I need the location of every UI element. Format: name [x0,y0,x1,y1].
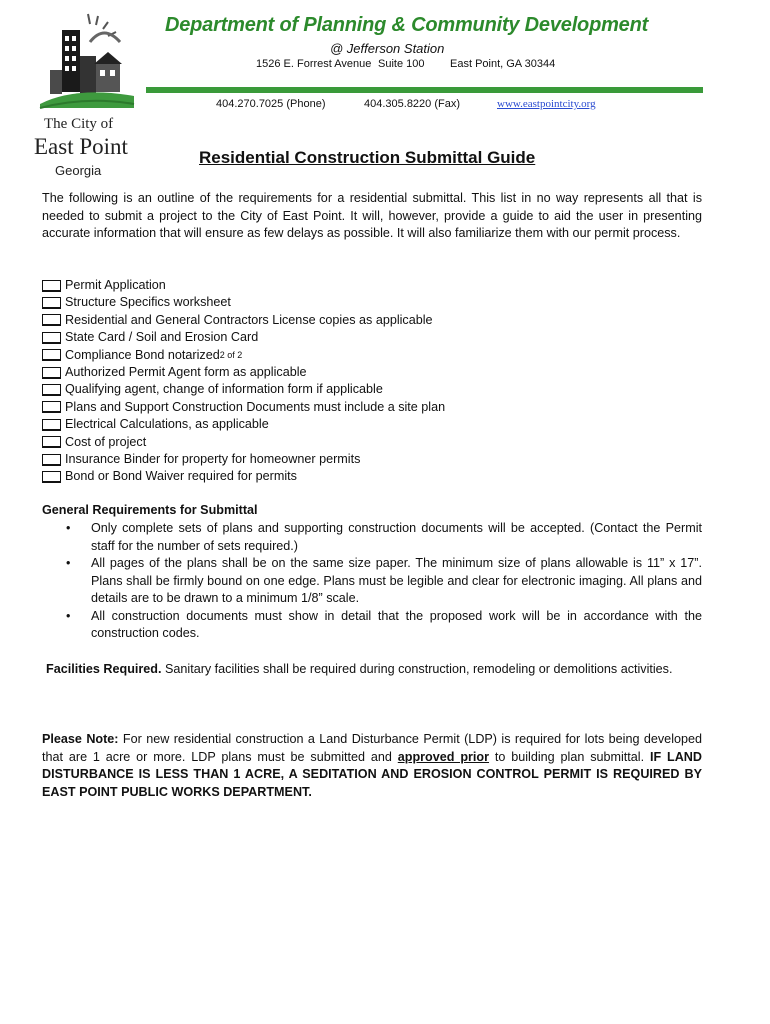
department-location: @ Jefferson Station [330,41,445,56]
address-city: East Point, GA 30344 [450,58,556,70]
checklist-item-label: Authorized Permit Agent form as applicable [65,364,307,379]
address-street: 1526 E. Forrest Avenue [256,58,372,70]
checklist-item [42,364,445,381]
checklist-item-label: Electrical Calculations, as applicable [65,417,269,432]
city-logo [36,12,136,112]
note-label: Please Note: [42,732,119,746]
city-state: Georgia [55,163,102,178]
checklist-item [42,381,445,398]
checkbox[interactable] [42,401,61,413]
note-text: For new residential construction a Land Disturbance Permit (LDP) is required for lots being developed that are 1 acre or more. LDP plans must be submitted and [42,732,703,764]
checkbox[interactable] [42,280,61,292]
list-item-text: All construction documents must show in detail that the proposed work will be in accordance with the construction codes. [91,608,702,640]
website-link[interactable]: www.eastpointcity.org [497,98,596,110]
general-requirements-heading: General Requirements for Submittal [42,503,258,517]
checklist-item-label: Insurance Binder for property for homeowner permits [65,451,361,466]
bullet-icon: • [66,521,71,535]
checklist-item-label: Structure Specifics worksheet [65,295,231,310]
list-item [42,520,702,555]
checkbox[interactable] [42,419,61,431]
checkbox[interactable] [42,436,61,448]
intro-paragraph: The following is an outline of the requirements for a residential submittal. This list in no way represents all that is needed to submit a project to the City of East Point. It will, however, provide a guide to aid the user in presenting accurate information that will ensure as few delays as possible. It will also familiarize them with our permit process. [42,191,702,240]
checklist-item [42,468,445,485]
note-warning: IF LAND DISTURBANCE IS LESS THAN 1 ACRE, A SEDITATION AND EROSION CONTROL PERMIT IS REQUIRED BY EAST POINT PUBLIC WORKS DEPARTMENT. [42,749,703,799]
checklist-item-label: Bond or Bond Waiver required for permits [65,469,297,484]
note-emphasis: approved prior [397,749,490,764]
checklist-item-label: Residential and General Contractors License copies as applicable [65,312,433,327]
checkbox[interactable] [42,332,61,344]
list-item [42,555,702,608]
header-divider [146,87,703,93]
checklist-item-label: State Card / Soil and Erosion Card [65,330,259,345]
bullet-icon: • [66,608,71,623]
checkbox[interactable] [42,349,61,361]
list-item-text: Only complete sets of plans and supporting construction documents will be accepted. (Contact the Permit staff for the number of sets required.) [91,521,702,553]
bullet-icon: • [66,556,71,570]
checklist-item-label: Plans and Support Construction Documents must include a site plan [65,399,446,414]
checkbox[interactable] [42,314,61,326]
checklist-item [42,329,445,346]
checkbox[interactable] [42,384,61,396]
checkbox[interactable] [42,471,61,483]
checklist-item [42,294,445,311]
general-requirements-list [42,520,702,643]
fax-number: 404.305.8220 (Fax) [364,98,461,110]
please-note-paragraph [42,731,702,801]
city-name: East Point [34,134,128,159]
checklist-item [42,312,445,329]
checkbox[interactable] [42,367,61,379]
checklist-item-label: Qualifying agent, change of information form if applicable [65,382,383,397]
checklist-item-label: Cost of project [65,434,147,449]
list-item [42,608,702,643]
requirements-checklist [42,277,445,486]
page-indicator: 2 of 2 [219,349,243,360]
phone-number: 404.270.7025 (Phone) [216,98,326,110]
checkbox[interactable] [42,454,61,466]
city-skyline-sun-icon [36,12,136,112]
facilities-label: Facilities Required. [46,662,162,676]
city-name-prefix: The City of [44,116,114,132]
checklist-item-label: Permit Application [65,278,166,292]
checklist-item [42,399,445,416]
department-title: Department of Planning & Community Development [165,14,649,36]
note-text-continued: to building plan submittal. [489,749,650,764]
checklist-item [42,434,445,451]
document-title: Residential Construction Submittal Guide [199,148,536,167]
list-item-text: All pages of the plans shall be on the same size paper. The minimum size of plans allowable is 11” x 17”. Plans shall be firmly bound on one edge. Plans must be legible and clear for electronic imaging. All plans and details are to be drawn to a minimum 1/8” scale. [91,556,702,605]
facilities-text: Sanitary facilities shall be required during construction, remodeling or demolitions activities. [161,662,673,676]
checklist-item [42,277,445,294]
facilities-paragraph [46,661,706,679]
checklist-item [42,451,445,468]
checklist-item-label: Compliance Bond notarized [65,347,220,362]
checkbox[interactable] [42,297,61,309]
checklist-item [42,347,445,364]
checklist-item [42,416,445,433]
address-suite: Suite 100 [378,58,425,70]
